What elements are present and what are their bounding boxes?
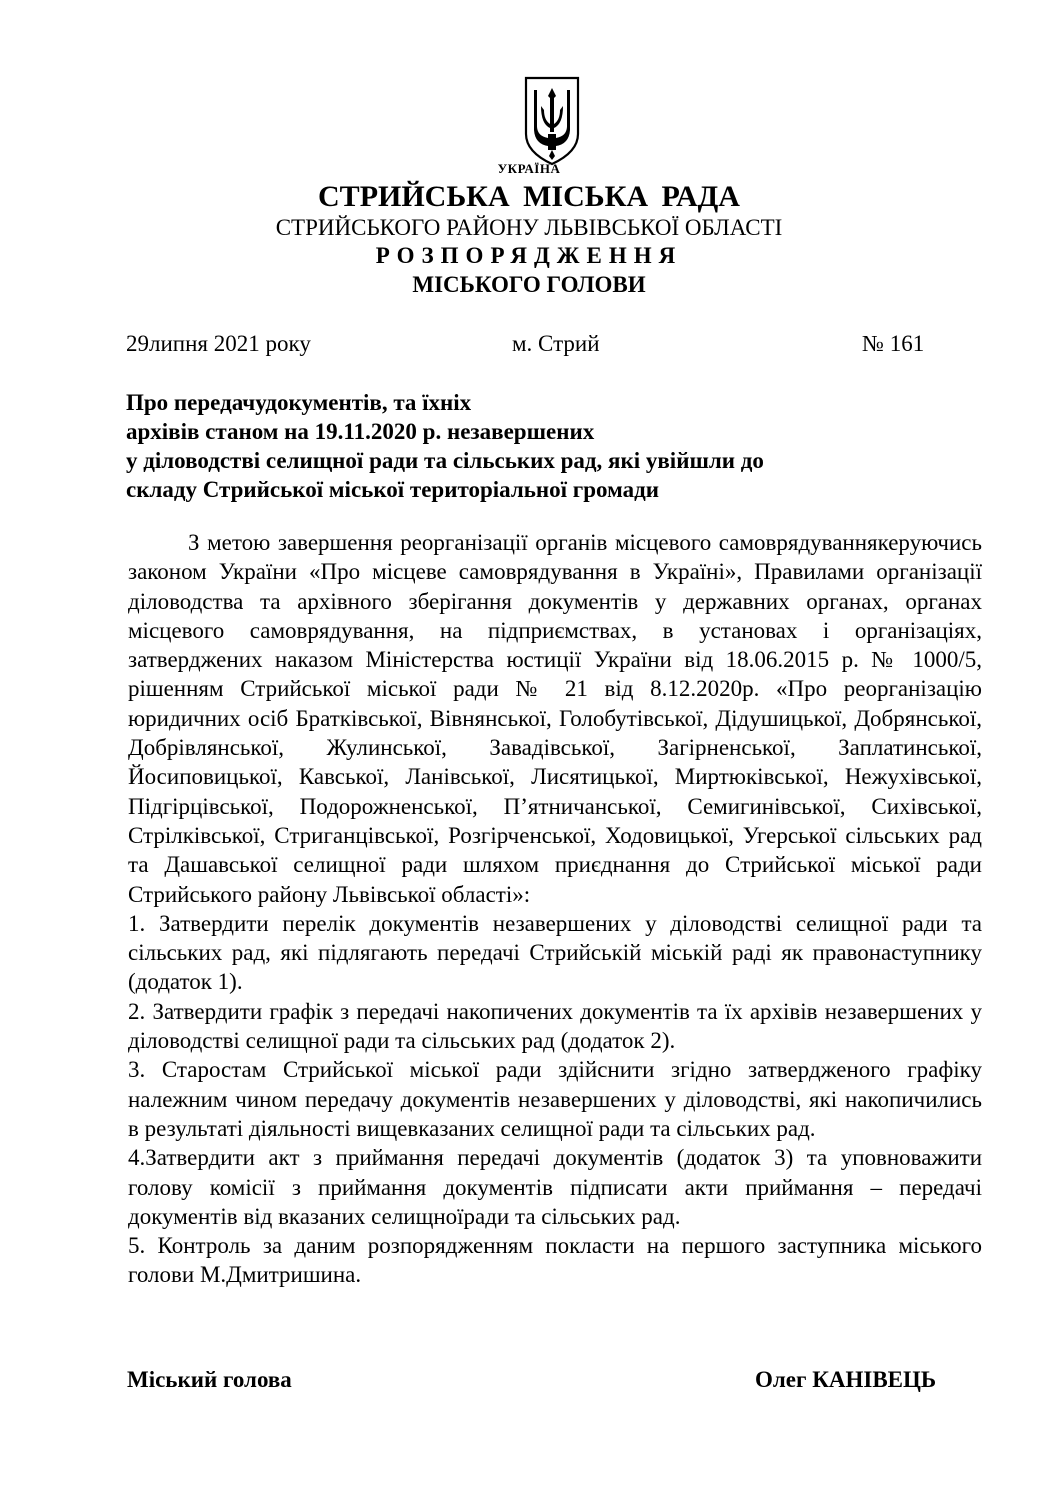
country-label: УКРАЇНА	[497, 161, 561, 176]
signatory-title: Міський голова	[127, 1367, 292, 1392]
trident-emblem-icon	[522, 76, 582, 166]
document-body	[128, 528, 982, 1290]
order-item: 2. Затвердити графік з передачі накопичених документів та їх архівів незавершених у діловодстві селищної ради та сільських рад (додаток 2).	[128, 998, 982, 1054]
order-item: 5. Контроль за даним розпорядженням покласти на першого заступника міського голови М.Дмитришина.	[128, 1233, 982, 1288]
order-item: 3. Старостам Стрийської міської ради здійснити згідно затвердженого графіку належним чином передачу документів незавершених у діловодстві, які накопичились в результаті діяльності вищевказаних селищної ради та сільських рад.	[128, 1057, 982, 1141]
district-subtitle: СТРИЙСЬКОГО РАЙОНУ ЛЬВІВСЬКОЇ ОБЛАСТІ	[275, 215, 783, 240]
order-item: 1. Затвердити перелік документів незавершених у діловодстві селищної ради та сільських рад, які підлягають передачі Стрийській міській раді як правонаступнику (додаток 1).	[128, 910, 982, 995]
subject-line: у діловодстві селищної ради та сільських рад, які увійшли до	[126, 448, 764, 473]
subject-line: Про передачудокументів, та їхніх	[126, 390, 472, 415]
preamble-paragraph: З метою завершення реорганізації органів місцевого самоврядуваннякеруючись законом України «Про місцеве самоврядування в Україні», Правилами організації діловодства та архівного зберігання документів у державних органах, органах місцевого самоврядування, на підприємствах, в установах і організаціях, затверджених наказом Міністерства юстиції України від 18.06.2015 р. № 1000/5, рішенням Стрийської міської ради № 21 від 8.12.2020р. «Про реорганізацію юридичних осіб Братківської, Вівнянської, Голобутівської, Дідушицької, Добрянської, Добрівлянської, Жулинської, Завадівської, Загірненської, Заплатинської, Йосиповицької, Кавської, Ланівської, Лисятицької, Миртюківської, Нежухівської, Підгірцівської, Подорожненської, П’ятничанської, Семигинівської, Сихівської, Стрілківської, Стриганцівської, Розгірченської, Ходовицької, Угерської сільських рад та Дашавської селищної ради шляхом приєднання до Стрийської міської ради Стрийського району Львівської області»:	[128, 530, 982, 907]
order-item: 4.Затвердити акт з приймання передачі документів (додаток 3) та уповноважити голову комісії з приймання документів підписати акти приймання – передачі документів від вказаних селищноїради та сільських рад.	[128, 1145, 982, 1229]
council-title: СТРИЙСЬКА МІСЬКА РАДА	[318, 180, 740, 213]
document-date: 29липня 2021 року	[126, 331, 311, 356]
subject-line: архівів станом на 19.11.2020 р. незавершених	[126, 419, 595, 444]
document-city: м. Стрий	[512, 331, 600, 356]
issuing-official: МІСЬКОГО ГОЛОВИ	[412, 272, 646, 297]
document-subject	[126, 388, 946, 504]
document-type: РОЗПОРЯДЖЕННЯ	[375, 243, 683, 268]
signatory-name: Олег КАНІВЕЦЬ	[755, 1367, 937, 1392]
document-number: № 161	[862, 331, 925, 356]
subject-line: складу Стрийської міської територіальної громади	[126, 477, 659, 502]
